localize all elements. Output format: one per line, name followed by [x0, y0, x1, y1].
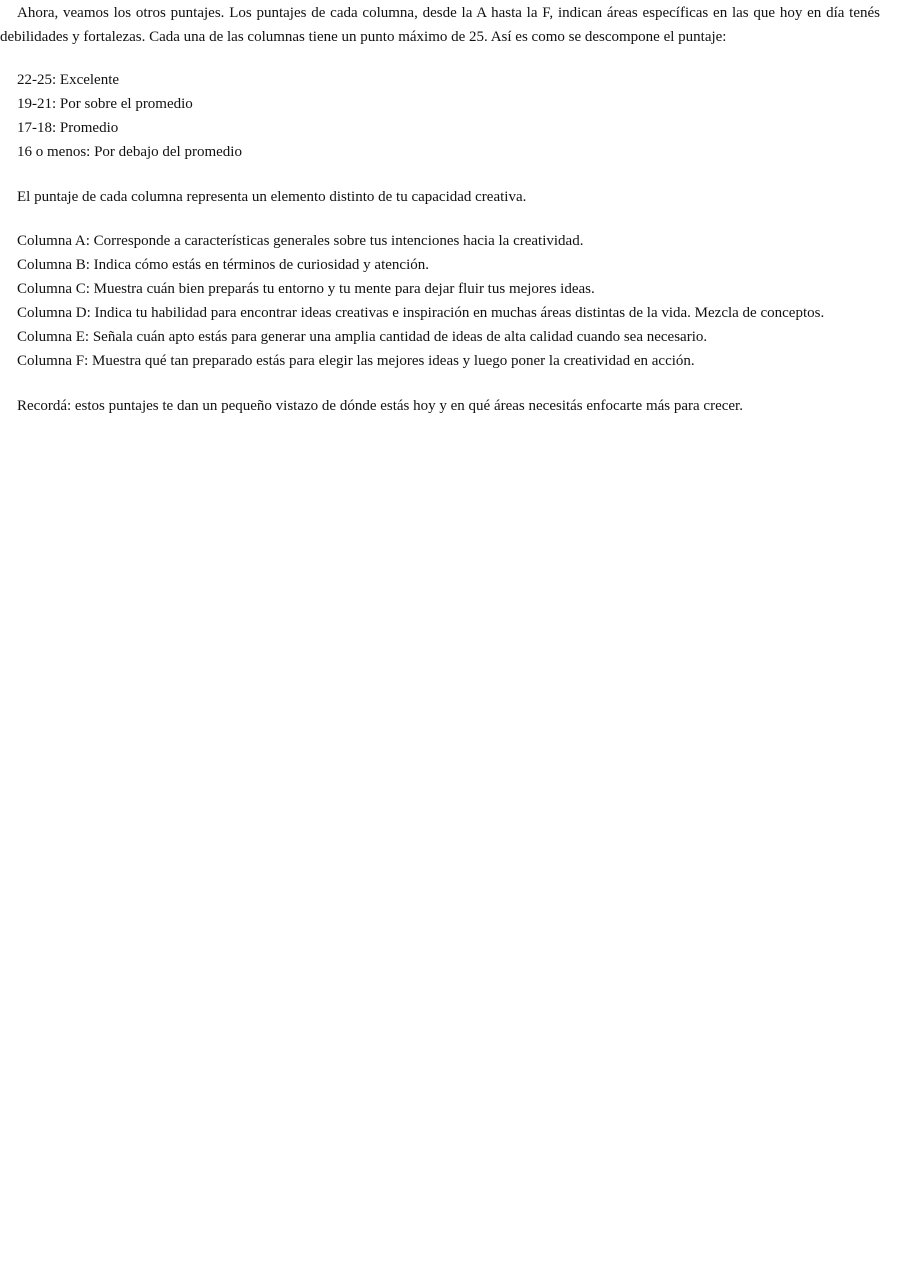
columns-intro-block	[17, 185, 897, 209]
column-f-description: Columna F: Muestra qué tan preparado estás para elegir las mejores ideas y luego poner la creatividad en acción.	[17, 353, 695, 369]
column-b-description: Columna B: Indica cómo estás en términos de curiosidad y atención.	[17, 257, 429, 273]
column-d-description: Columna D: Indica tu habilidad para encontrar ideas creativas e inspiración en muchas áreas distintas de la vida. Mezcla de conceptos.	[17, 305, 825, 321]
columns-intro-paragraph: El puntaje de cada columna representa un elemento distinto de tu capacidad creativa.	[17, 189, 527, 205]
reminder-paragraph: Recordá: estos puntajes te dan un pequeño vistazo de dónde estás hoy y en qué áreas necesitás enfocarte más para crecer.	[17, 398, 743, 414]
intro-paragraph: Ahora, veamos los otros puntajes. Los puntajes de cada columna, desde la A hasta la F, indican áreas específicas en las que hoy en día tenés debilidades y fortalezas. Cada una de las columnas tiene un punto máximo de 25. Así es como se descompone el puntaje:	[0, 5, 880, 45]
columns-description-list	[17, 229, 897, 373]
reminder-block	[17, 394, 897, 418]
scale-item-average: 17-18: Promedio	[17, 120, 119, 136]
column-a-description: Columna A: Corresponde a características generales sobre tus intenciones hacia la creatividad.	[17, 233, 584, 249]
scale-item-below-average: 16 o menos: Por debajo del promedio	[17, 144, 242, 160]
scale-item-above-average: 19-21: Por sobre el promedio	[17, 96, 193, 112]
scale-item-excellent: 22-25: Excelente	[17, 72, 120, 88]
score-scale-list	[17, 68, 897, 164]
column-e-description: Columna E: Señala cuán apto estás para generar una amplia cantidad de ideas de alta calidad cuando sea necesario.	[17, 329, 708, 345]
column-c-description: Columna C: Muestra cuán bien preparás tu entorno y tu mente para dejar fluir tus mejores ideas.	[17, 281, 595, 297]
